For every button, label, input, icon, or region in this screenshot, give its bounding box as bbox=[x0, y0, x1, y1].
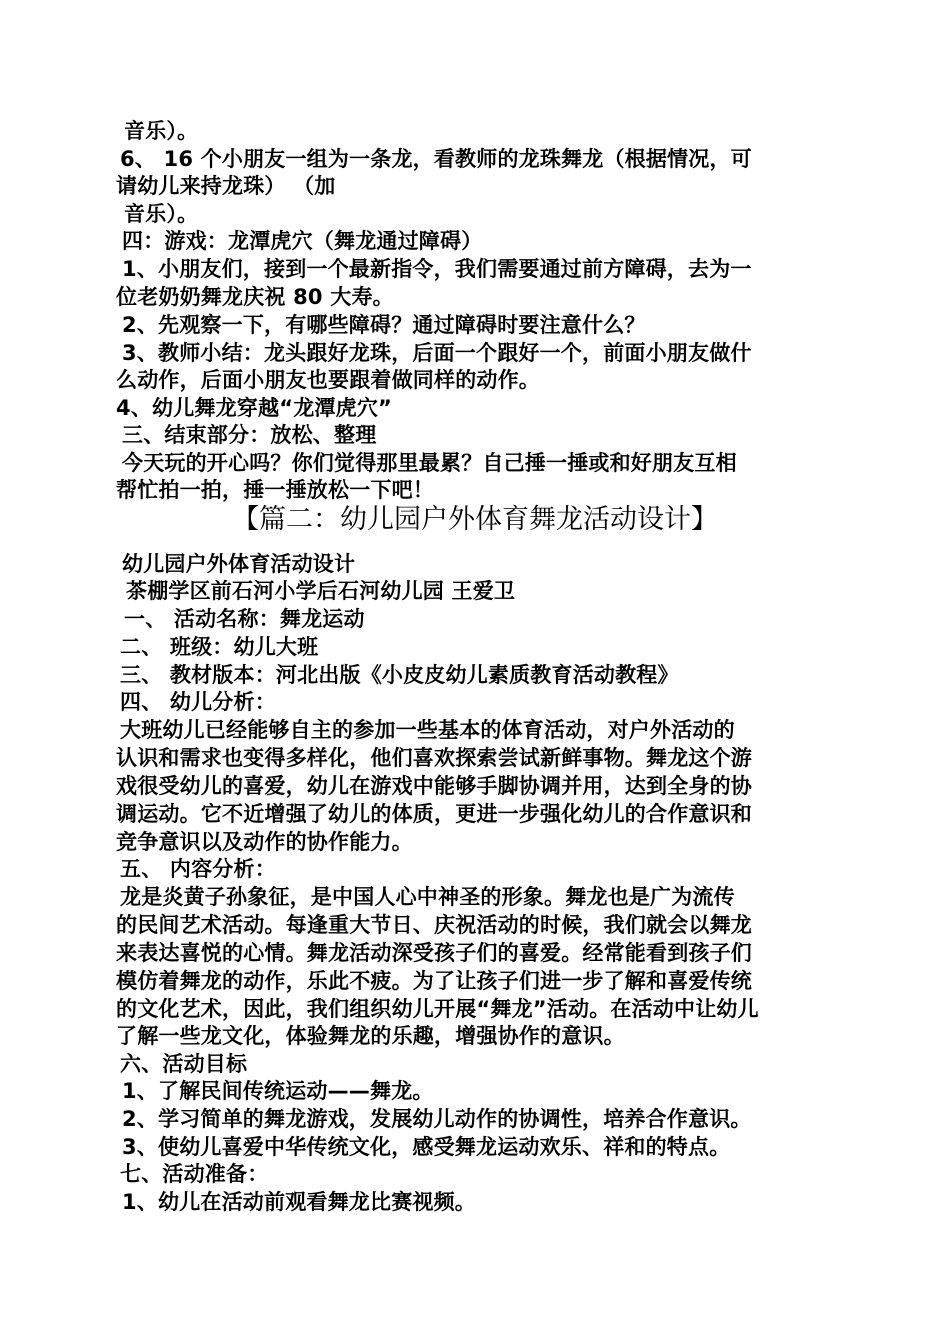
text-line: 帮忙拍一拍，捶一捶放松一下吧！ bbox=[116, 478, 434, 502]
text-line: 龙是炎黄子孙象征，是中国人心中神圣的形象。舞龙也是广为流传 bbox=[120, 885, 735, 909]
text-line: 来表达喜悦的心情。舞龙活动深受孩子们的喜爱。经常能看到孩子们 bbox=[116, 941, 752, 965]
text-line: 四、 幼儿分析： bbox=[120, 690, 276, 714]
text-line: 1、了解民间传统运动——舞龙。 bbox=[122, 1079, 434, 1103]
text-line: 2、学习简单的舞龙游戏，发展幼儿动作的协调性，培养合作意识。 bbox=[122, 1107, 752, 1131]
text-line: 今天玩的开心吗？你们觉得那里最累？自己捶一捶或和好朋友互相 bbox=[122, 451, 737, 475]
text-line: 3、使幼儿喜爱中华传统文化，感受舞龙运动欢乐、祥和的特点。 bbox=[122, 1135, 731, 1159]
text-line: 1、幼儿在活动前观看舞龙比赛视频。 bbox=[122, 1190, 477, 1214]
text-line: 的民间艺术活动。每逢重大节日、庆祝活动的时候，我们就会以舞龙 bbox=[116, 913, 752, 937]
text-line: 六、活动目标 bbox=[120, 1052, 248, 1076]
text-line: 二、 班级：幼儿大班 bbox=[120, 635, 319, 659]
text-line: 四：游戏：龙潭虎穴（舞龙通过障碍） bbox=[122, 229, 483, 253]
text-line: 三、结束部分：放松、整理 bbox=[122, 423, 377, 447]
text-line: 三、 教材版本：河北出版《小皮皮幼儿素质教育活动教程》 bbox=[120, 663, 679, 687]
text-line: 戏很受幼儿的喜爱，幼儿在游戏中能够手脚协调并用，达到全身的协 bbox=[116, 774, 752, 798]
text-line: 6、 16 个小朋友一组为一条龙，看教师的龙珠舞龙（根据情况，可 bbox=[120, 147, 752, 171]
text-line: 音乐）。 bbox=[124, 119, 199, 143]
text-line: 认识和需求也变得多样化，他们喜欢探索尝试新鲜事物。舞龙这个游 bbox=[116, 746, 752, 770]
text-line: 位老奶奶舞龙庆祝 80 大寿。 bbox=[116, 285, 394, 309]
text-line: 音乐）。 bbox=[124, 202, 199, 226]
text-line: 调运动。它不近增强了幼儿的体质，更进一步强化幼儿的合作意识和 bbox=[116, 802, 752, 826]
text-line: 4、幼儿舞龙穿越“龙潭虎穴” bbox=[116, 396, 393, 420]
text-line: 竞争意识以及动作的协作能力。 bbox=[116, 830, 413, 854]
section-heading: 【篇二：幼儿园户外体育舞龙活动设计】 bbox=[232, 504, 718, 535]
text-line: 的文化艺术，因此，我们组织幼儿开展“舞龙”活动。在活动中让幼儿 bbox=[116, 997, 759, 1021]
text-line: 1、小朋友们，接到一个最新指令，我们需要通过前方障碍，去为一 bbox=[122, 257, 752, 281]
text-line: 大班幼儿已经能够自主的参加一些基本的体育活动，对户外活动的 bbox=[120, 718, 735, 742]
text-line: 茶棚学区前石河小学后石河幼儿园 王爱卫 bbox=[126, 579, 516, 603]
text-line: 七、活动准备： bbox=[120, 1162, 269, 1186]
text-line: 2、先观察一下，有哪些障碍？通过障碍时要注意什么？ bbox=[122, 313, 646, 337]
text-line: 请幼儿来持龙珠） （加 bbox=[116, 174, 336, 198]
text-line: 幼儿园户外体育活动设计 bbox=[122, 552, 356, 576]
text-line: 模仿着舞龙的动作，乐此不疲。为了让孩子们进一步了解和喜爱传统 bbox=[116, 969, 752, 993]
text-line: 么动作，后面小朋友也要跟着做同样的动作。 bbox=[116, 368, 540, 392]
text-line: 3、教师小结：龙头跟好龙珠，后面一个跟好一个，前面小朋友做什 bbox=[122, 341, 752, 365]
text-line: 了解一些龙文化，体验舞龙的乐趣，增强协作的意识。 bbox=[116, 1024, 625, 1048]
text-line: 五、 内容分析： bbox=[120, 857, 276, 881]
text-line: 一、 活动名称：舞龙运动 bbox=[124, 607, 365, 631]
